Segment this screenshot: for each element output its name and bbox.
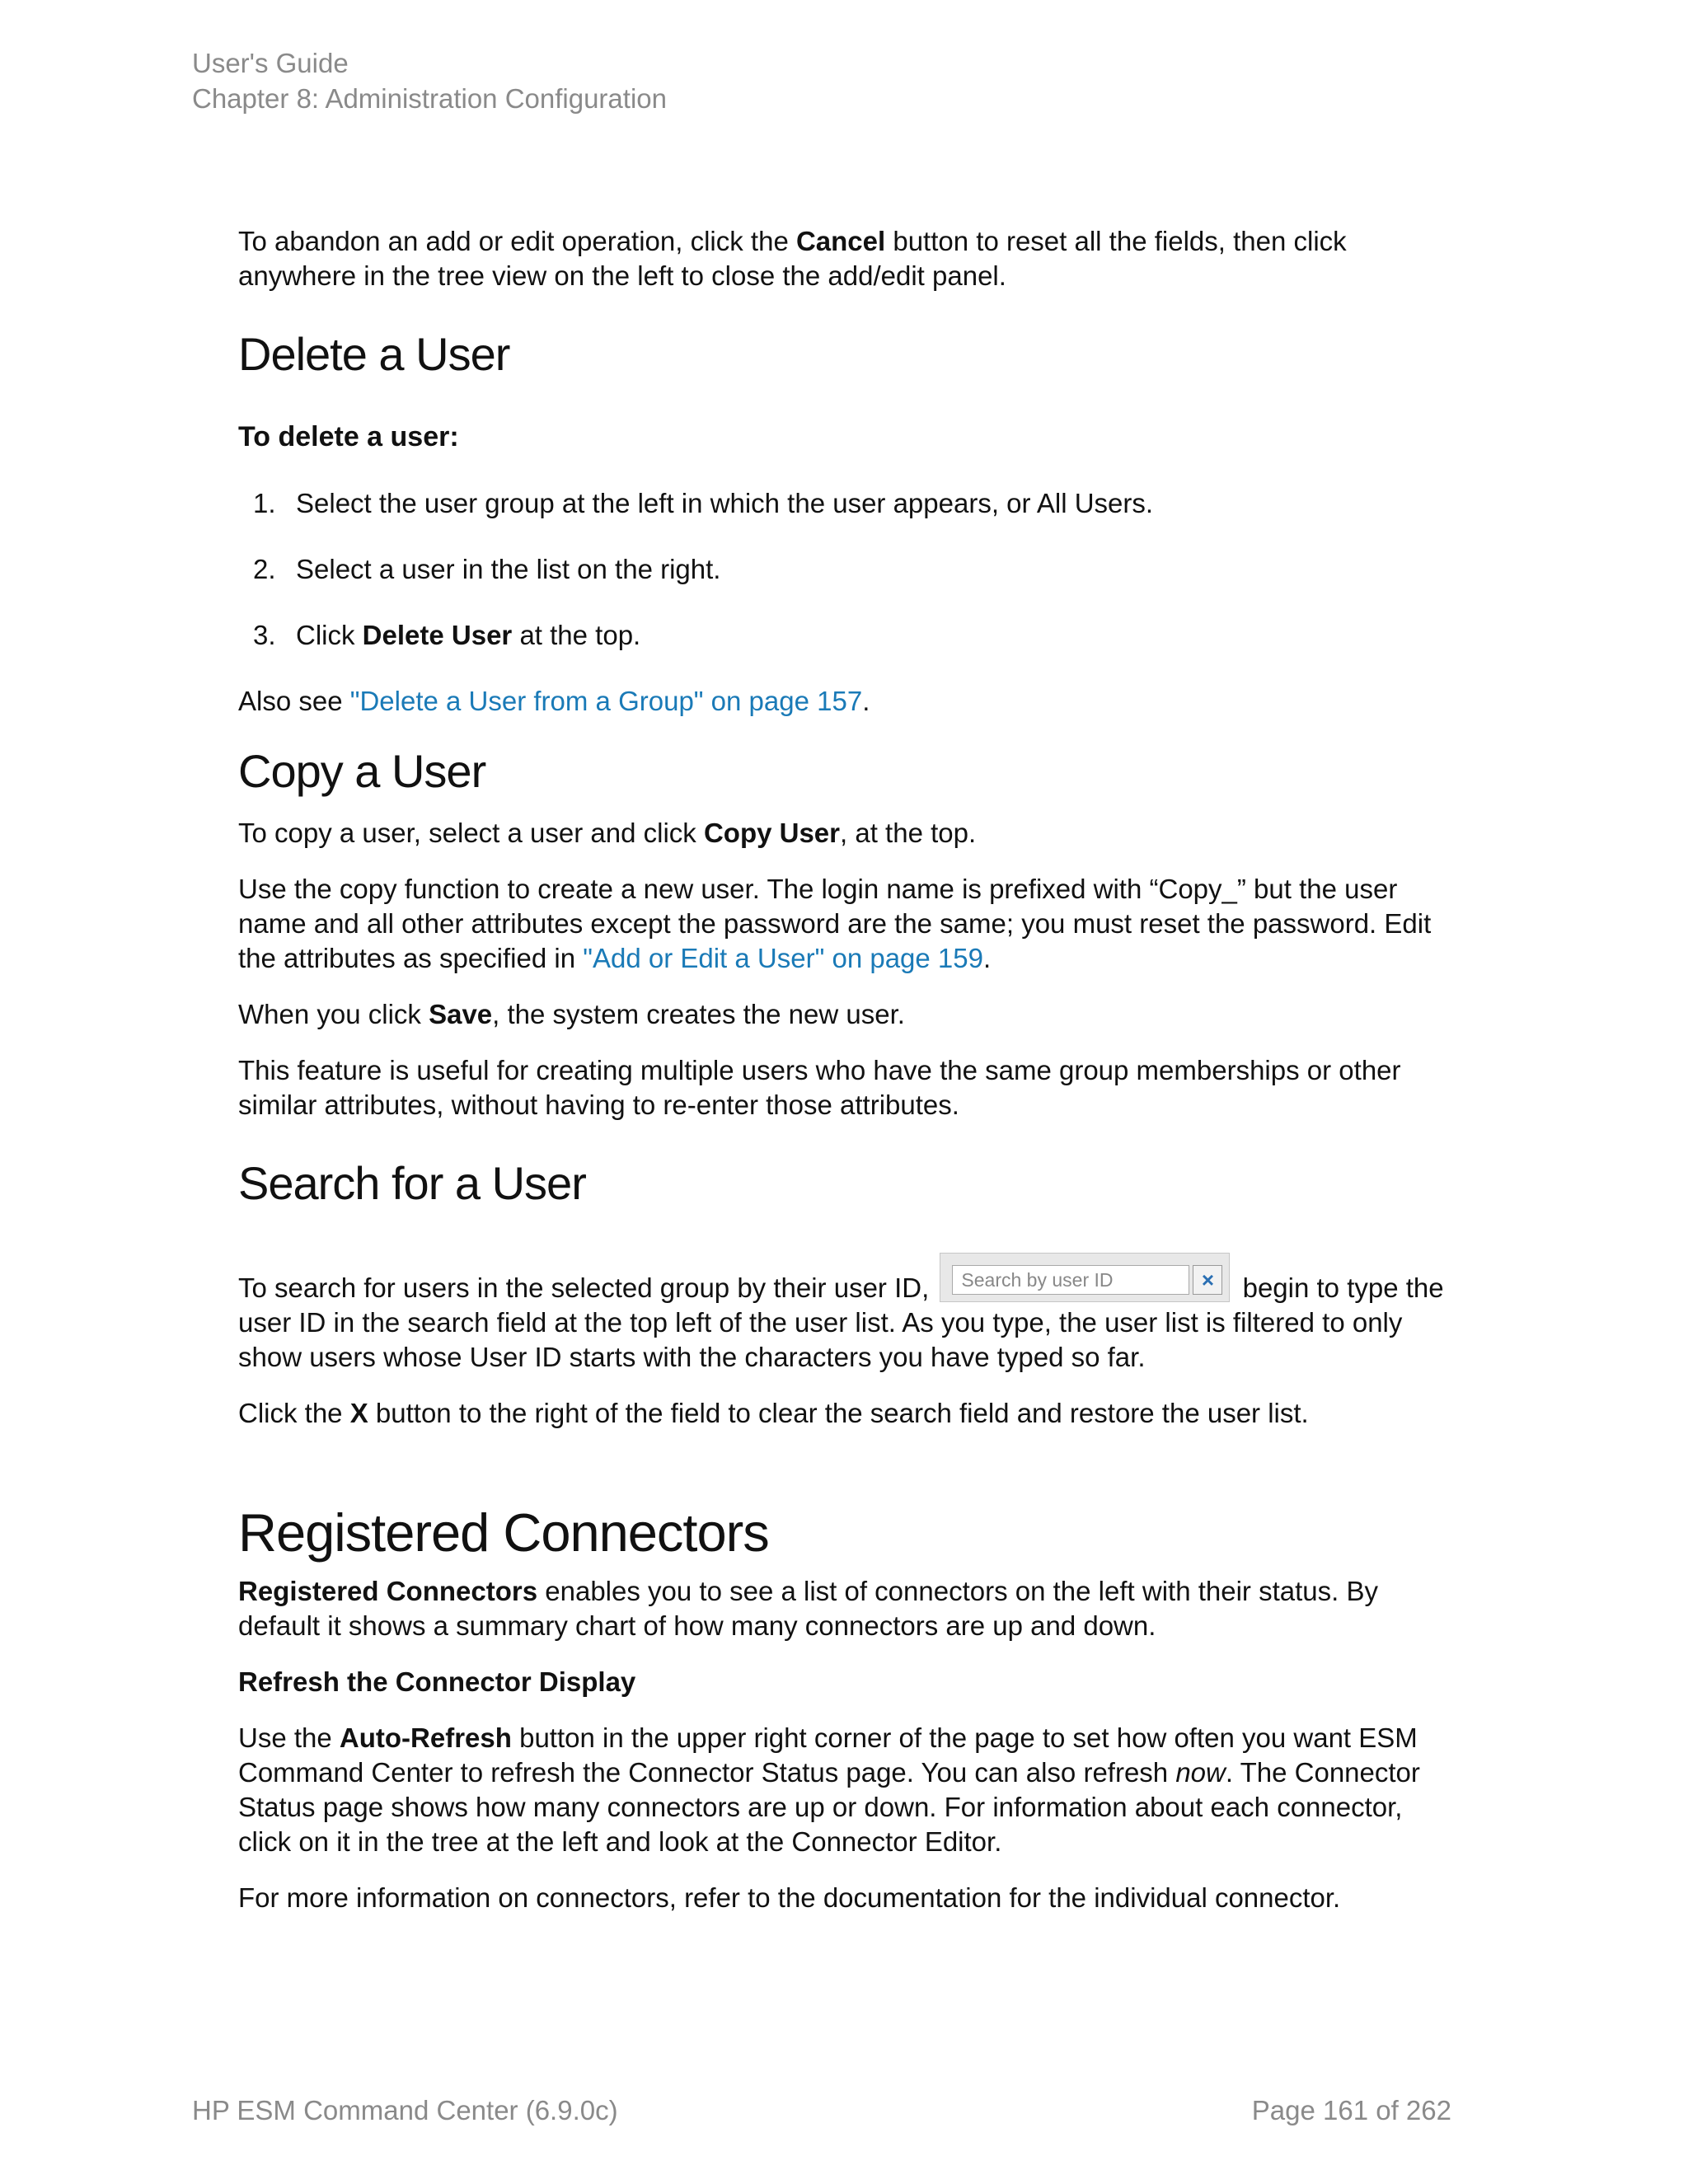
guide-title: User's Guide xyxy=(192,48,349,78)
search-text: Click the xyxy=(238,1398,350,1428)
footer-page-number: Page 161 of 262 xyxy=(1251,2095,1451,2125)
running-header xyxy=(192,45,667,116)
now-term: now xyxy=(1175,1757,1226,1788)
registered-connectors-term: Registered Connectors xyxy=(238,1576,538,1606)
search-text: To search for users in the selected group by their user ID, xyxy=(238,1272,937,1303)
search-field-screenshot xyxy=(940,1253,1230,1302)
clear-search-icon: × xyxy=(1193,1265,1222,1295)
connectors-text-mid: button in the upper right corner of the page to set how often you want ESM Command Center to refresh the Connector Status page. You can also refresh xyxy=(238,1722,1418,1788)
step-number: 3. xyxy=(253,620,276,650)
registered-connectors-heading: Registered Connectors xyxy=(238,1502,769,1563)
intro-text: To abandon an add or edit operation, click the xyxy=(238,226,796,256)
connectors-text-tail: . The Connector Status page shows how many connectors are up or down. For information about each connector, click on it in the tree at the left and look at the Connector Editor. xyxy=(238,1757,1420,1857)
connectors-paragraph-1 xyxy=(238,1574,1454,1643)
search-paragraph-2 xyxy=(238,1396,1454,1431)
step-item xyxy=(238,552,1454,587)
connectors-paragraph-2 xyxy=(238,1721,1454,1859)
search-user-heading: Search for a User xyxy=(238,1157,586,1209)
copy-paragraph-4: This feature is useful for creating multiple users who have the same group memberships or other similar attributes, without having to re-enter those attributes. xyxy=(238,1055,1401,1120)
cancel-term: Cancel xyxy=(795,226,886,256)
copy-paragraph-1 xyxy=(238,816,1454,851)
copy-text-tail: , the system creates the new user. xyxy=(492,999,905,1029)
step-text: Select the user group at the left in which the user appears, or All Users. xyxy=(296,488,1154,518)
step-item xyxy=(238,618,1454,653)
procedure-title: To delete a user: xyxy=(238,421,459,452)
delete-user-term: Delete User xyxy=(362,620,513,650)
see-also-paragraph xyxy=(238,684,1454,719)
search-paragraph-1 xyxy=(238,1253,1454,1375)
intro-paragraph xyxy=(238,224,1454,293)
copy-paragraph-2 xyxy=(238,872,1454,976)
connectors-text: enables you to see a list of connectors on the left with their status. By default it shows a summary chart of how many connectors are up and down. xyxy=(238,1576,1378,1641)
delete-user-heading: Delete a User xyxy=(238,328,510,380)
auto-refresh-term: Auto-Refresh xyxy=(339,1722,512,1753)
step-number: 2. xyxy=(253,554,276,584)
copy-user-term: Copy User xyxy=(703,818,841,848)
see-also-text: Also see xyxy=(238,686,350,716)
step-item xyxy=(238,486,1454,521)
copy-paragraph-3 xyxy=(238,997,1454,1032)
search-text-tail: button to the right of the field to clear the search field and restore the user list. xyxy=(368,1398,1309,1428)
x-term: X xyxy=(349,1398,368,1428)
page-content xyxy=(238,224,1454,1915)
copy-text-tail: . xyxy=(983,943,992,973)
save-term: Save xyxy=(429,999,493,1029)
connectors-paragraph-3: For more information on connectors, refer to the documentation for the individual connector. xyxy=(238,1882,1341,1913)
intro-text-2: button to reset all the fields, then click anywhere in the tree view on the left to close the add/edit panel. xyxy=(238,226,1347,291)
copy-text: When you click xyxy=(238,999,429,1029)
chapter-title: Chapter 8: Administration Configuration xyxy=(192,83,667,114)
delete-user-from-group-link[interactable]: "Delete a User from a Group" on page 157 xyxy=(349,686,863,716)
step-text-tail: at the top. xyxy=(512,620,641,650)
see-also-tail: . xyxy=(862,686,870,716)
delete-steps-list xyxy=(238,486,1454,653)
search-text-tail: begin to type the user ID in the search field at the top left of the user list. As you type, the user list is filtered to only show users whose User ID starts with the characters you have typed so far. xyxy=(238,1272,1444,1372)
step-text: Click xyxy=(296,620,363,650)
connectors-text: Use the xyxy=(238,1722,340,1753)
copy-text: To copy a user, select a user and click xyxy=(238,818,704,848)
add-or-edit-user-link[interactable]: "Add or Edit a User" on page 159 xyxy=(583,943,983,973)
step-text: Select a user in the list on the right. xyxy=(296,554,721,584)
footer-product: HP ESM Command Center (6.9.0c) xyxy=(192,2095,618,2125)
copy-text: Use the copy function to create a new user. The login name is prefixed with “Copy_” but the user name and all other attributes except the password are the same; you must reset the password. Edit the attributes as specified in xyxy=(238,874,1432,973)
refresh-subheading: Refresh the Connector Display xyxy=(238,1666,636,1697)
search-input: Search by user ID xyxy=(952,1265,1189,1295)
step-number: 1. xyxy=(253,488,276,518)
copy-text-tail: , at the top. xyxy=(840,818,977,848)
copy-user-heading: Copy a User xyxy=(238,745,486,797)
